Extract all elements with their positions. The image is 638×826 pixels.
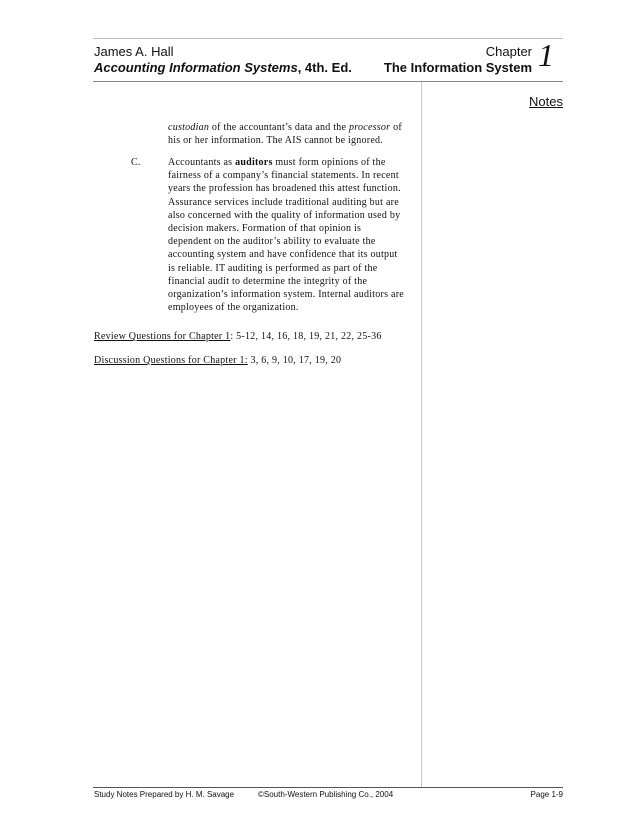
author-name: James A. Hall <box>94 44 174 59</box>
book-title-text: Accounting Information Systems <box>94 60 298 75</box>
notes-column-divider <box>421 82 422 788</box>
item-c-body: must form opinions of the fairness of a company’s financial statements. In recent years the profession has broadened this attest function. Assurance services include traditional auditing but are also concerned with the quality of information used by decision makers. Formation of that opinion is dependent on the auditor’s ability to evaluate the accounting system and have confidence that its output is reliable. IT auditing is performed as part of the financial audit to determine the integrity of the organization’s information system. Internal auditors are employees of the organization. <box>168 157 404 314</box>
review-questions-link[interactable]: Review Questions for Chapter 1 <box>94 331 231 342</box>
chapter-title: The Information System <box>383 60 532 75</box>
footer-page-number: Page 1-9 <box>530 790 563 799</box>
header-rule <box>93 81 563 82</box>
term-custodian: custodian <box>168 122 210 133</box>
continuation-paragraph <box>168 121 408 147</box>
term-processor: processor <box>348 122 391 133</box>
item-c-paragraph <box>168 156 404 314</box>
top-rule <box>93 38 563 39</box>
footer-prepared-by: Study Notes Prepared by H. M. Savage <box>94 790 235 799</box>
notes-heading: Notes <box>529 94 563 109</box>
continuation-text-2: of his or her information. The AIS cannot be ignored. <box>168 122 402 147</box>
item-c-lead: Accountants as <box>168 157 236 168</box>
book-edition: , 4th. Ed. <box>297 60 352 75</box>
footer-copyright: ©South-Western Publishing Co., 2004 <box>258 790 394 799</box>
footer-rule <box>93 787 563 788</box>
book-title <box>94 60 352 75</box>
discussion-questions-line <box>94 354 341 367</box>
review-questions-list: : 5-12, 14, 16, 18, 19, 21, 22, 25-36 <box>230 331 382 342</box>
discussion-questions-link[interactable]: Discussion Questions for Chapter 1: <box>94 355 248 366</box>
item-c-letter: C. <box>131 157 141 168</box>
chapter-number: 1 <box>538 37 554 73</box>
review-questions-line <box>94 330 382 343</box>
continuation-text-1: of the accountant’s data and the <box>209 122 349 133</box>
chapter-label: Chapter <box>485 44 532 59</box>
term-auditors: auditors <box>235 157 273 168</box>
discussion-questions-list: 3, 6, 9, 10, 17, 19, 20 <box>247 355 342 366</box>
